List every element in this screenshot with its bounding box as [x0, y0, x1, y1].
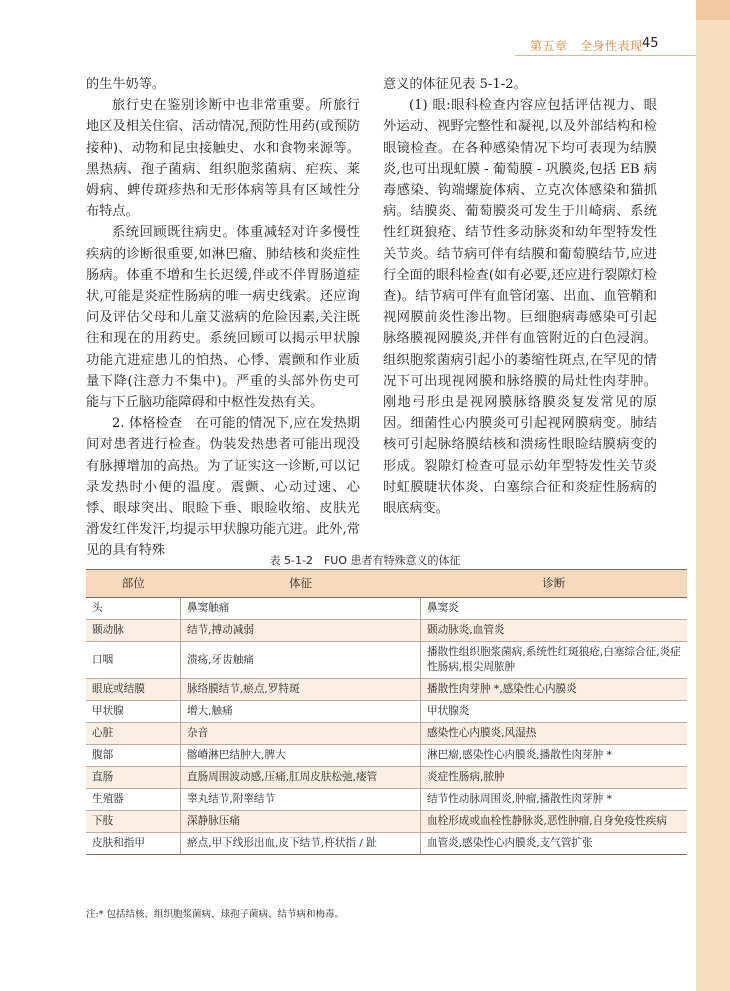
- cell-sign: 睾丸结节,附睾结节: [181, 789, 421, 811]
- cell-diagnosis: 血栓形成或血栓性静脉炎,恶性肿瘤,自身免疫性疾病: [421, 811, 688, 833]
- cell-sign: 脉络膜结节,瘀点,罗特斑: [181, 679, 421, 701]
- cell-diagnosis: 播散性肉芽肿 *,感染性心内膜炎: [421, 679, 688, 701]
- cell-site: 腹部: [86, 745, 181, 767]
- cell-sign: 直肠周围波动感,压痛,肛周皮肤松弛,瘘管: [181, 767, 421, 789]
- cell-diagnosis: 淋巴瘤,感染性心内膜炎,播散性肉芽肿 *: [421, 745, 688, 767]
- right-paragraph: (1) 眼:眼科检查内容应包括评估视力、眼外运动、视野完整性和凝视,以及外部结构和检眼镜检查。在各种感染情况下均可表现为结膜炎,也可出现虹膜 - 葡萄膜 - 巩膜炎,包括 EB 病毒感染、钩端螺旋体病、立克次体感染和猫抓病。结膜炎、葡萄膜炎可发生于川崎病、系统性红斑狼疮、结节性多动脉炎和幼年型特发性关节炎。结节病可伴有结膜和葡萄膜结节,应进行全面的眼科检查(如有必要,还应进行裂隙灯检查)。结节病可伴有血管闭塞、出血、血管鞘和视网膜前炎性渗出物。巨细胞病毒感染可引起脉络膜视网膜炎,并伴有血管附近的白色浸润。组织胞浆菌病引起小的萎缩性斑点,在罕见的情况下可出现视网膜和脉络膜的局灶性肉芽肿。刚地弓形虫是视网膜脉络膜炎复发常见的原因。细菌性心内膜炎可引起视网膜病变。肺结核可引起脉络膜结核和溃疡性眼睑结膜病变的形成。裂隙灯检查可显示幼年型特发性关节炎时虹膜睫状体炎、白塞综合征和炎症性肠病的眼底病变。: [383, 98, 657, 517]
- cell-site: 生殖器: [86, 789, 181, 811]
- cell-site: 直肠: [86, 767, 181, 789]
- cell-sign: 增大,触痛: [181, 701, 421, 723]
- cell-site: 头: [86, 598, 181, 620]
- cell-sign: 溃疡,牙齿触痛: [181, 642, 421, 679]
- side-tab: [696, 0, 730, 991]
- table-row: [86, 620, 687, 642]
- signs-table: [86, 569, 687, 855]
- cell-sign: 髂嵴淋巴结肿大,脾大: [181, 745, 421, 767]
- table-row: [86, 745, 687, 767]
- cell-site: 心脏: [86, 723, 181, 745]
- cell-diagnosis: 播散性组织胞浆菌病,系统性红斑狼疮,白塞综合征,炎症性肠病,根尖周脓肿: [421, 642, 688, 679]
- header-diagnosis: 诊断: [421, 570, 688, 598]
- cell-sign: 杂音: [181, 723, 421, 745]
- cell-diagnosis: 颞动脉炎,血管炎: [421, 620, 688, 642]
- header-sign: 体征: [181, 570, 421, 598]
- chapter-title: 第五章 全身性表现: [530, 39, 643, 53]
- right-paragraph: 意义的体征见表 5-1-2。: [383, 77, 527, 92]
- cell-site: 皮肤和指甲: [86, 833, 181, 855]
- cell-sign: 瘀点,甲下线形出血,皮下结节,杵状指 / 趾: [181, 833, 421, 855]
- cell-sign: 深静脉压痛: [181, 811, 421, 833]
- table-row: [86, 811, 687, 833]
- header-site: 部位: [86, 570, 181, 598]
- table-row: [86, 701, 687, 723]
- table-row: [86, 679, 687, 701]
- left-paragraph: 的生牛奶等。: [86, 77, 166, 92]
- table-note: 注:* 包括结核、组织胞浆菌病、球孢子菌病、结节病和梅毒。: [86, 909, 344, 920]
- left-paragraph: 系统回顾既往病史。体重减轻对许多慢性疾病的诊断很重要,如淋巴瘤、肺结核和炎症性肠病。体重不增和生长迟缓,伴或不伴胃肠道症状,可能是炎症性肠病的唯一病史线索。还应询问及评估父母和儿童艾滋病的危险因素,关注既往和现在的用药史。系统回顾可以揭示甲状腺功能亢进症患儿的怕热、心悸、震颤和作业质量下降(注意力不集中)。严重的头部外伤史可能与下丘脑功能障碍和中枢性发热有关。: [86, 225, 360, 411]
- table-title: 表 5-1-2 FUO 患者有特殊意义的体征: [269, 554, 461, 567]
- table-row: [86, 723, 687, 745]
- table-header-row: [86, 570, 687, 598]
- cell-diagnosis: 炎症性肠病,脓肿: [421, 767, 688, 789]
- header-divider: [515, 55, 696, 56]
- cell-site: 甲状腺: [86, 701, 181, 723]
- left-paragraph: 旅行史在鉴别诊断中也非常重要。所旅行地区及相关住宿、活动情况,预防性用药(或预防接种)、动物和昆虫接触史、水和食物来源等。黑热病、孢子菌病、组织胞浆菌病、疟疾、莱姆病、蜱传斑疹热和无形体病等具有区域性分布特点。: [86, 98, 360, 220]
- left-column: [86, 74, 360, 562]
- left-paragraph: 2. 体格检查 在可能的情况下,应在发热期间对患者进行检查。伪装发热患者可能出现没有脉搏增加的高热。为了证实这一诊断,可以记录发热时小便的温度。震颤、心动过速、心悸、眼球突出、眼睑下垂、眼睑收缩、皮肤光滑发红伴发汗,均提示甲状腺功能亢进。此外,常见的具有特殊: [86, 416, 360, 559]
- cell-diagnosis: 鼻窦炎: [421, 598, 688, 620]
- cell-diagnosis: 结节性动脉周围炎,肿瘤,播散性肉芽肿 *: [421, 789, 688, 811]
- cell-diagnosis: 血管炎,感染性心内膜炎,支气管扩张: [421, 833, 688, 855]
- table-row: [86, 642, 687, 679]
- cell-site: 口咽: [86, 642, 181, 679]
- cell-sign: 结节,搏动减弱: [181, 620, 421, 642]
- cell-site: 颞动脉: [86, 620, 181, 642]
- cell-diagnosis: 甲状腺炎: [421, 701, 688, 723]
- side-tab-top: [696, 0, 730, 20]
- cell-sign: 鼻窦触痛: [181, 598, 421, 620]
- cell-site: 眼底或结膜: [86, 679, 181, 701]
- table-row: [86, 789, 687, 811]
- table-row: [86, 767, 687, 789]
- right-column: [383, 74, 657, 519]
- cell-site: 下肢: [86, 811, 181, 833]
- cell-diagnosis: 感染性心内膜炎,风湿热: [421, 723, 688, 745]
- table-row: [86, 833, 687, 855]
- page-number: 45: [642, 36, 659, 51]
- table-row: [86, 598, 687, 620]
